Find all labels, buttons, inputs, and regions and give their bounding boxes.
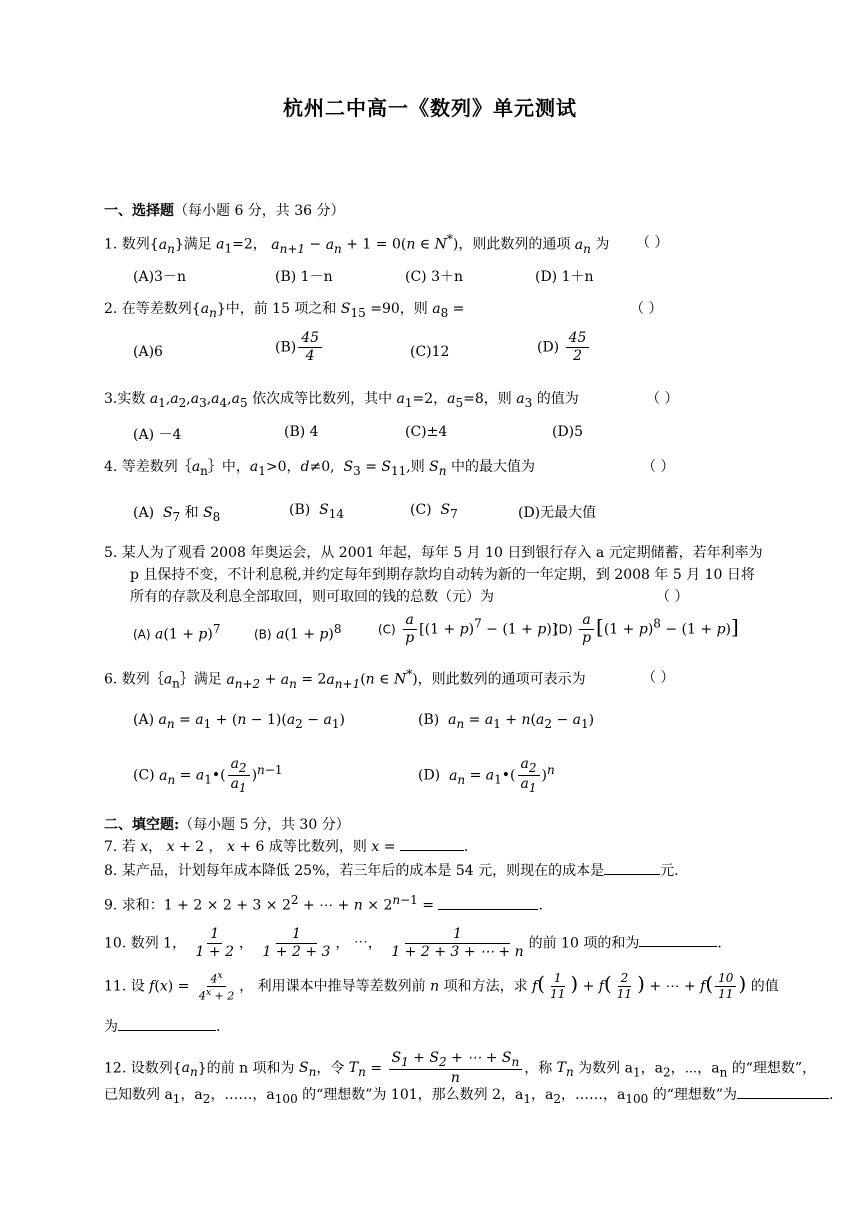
q1-option-d: (D) 1＋n bbox=[535, 269, 594, 285]
q3-option-b: (B) 4 bbox=[284, 424, 319, 440]
q4-option-a: (A) $S_7$ 和 $S_8$ bbox=[133, 505, 221, 524]
section-heading-choice bbox=[104, 200, 345, 220]
q1-option-b: (B) 1－n bbox=[275, 269, 333, 285]
q5-option-d: (D) $\frac{a}{p}$ $[(1 + p)^8 - (1 + p)]$ bbox=[554, 612, 739, 646]
q3-option-d: (D)5 bbox=[552, 424, 584, 440]
question-12-line-2: 已知数列 $a_1$，$a_2$，……，$a_{100}$ 的“理想数”为 101，那么数列 2，$a_1$，$a_2$，……，$a_{100}$ 的“理想数”为 . bbox=[104, 1087, 834, 1106]
q2-option-a: (A)6 bbox=[133, 344, 163, 360]
q2-option-b: (B) $\frac{45}{4}$ bbox=[275, 330, 324, 365]
section-1-note: （每小题 6 分，共 36 分） bbox=[174, 203, 345, 219]
q6-option-c: (C) $a_n$ = $a_1•$( $\frac{a_2}{a_1}$ )$^{n-1}$ bbox=[133, 756, 283, 795]
q5-option-b: (B) $a(1 + p)^8$ bbox=[254, 622, 342, 643]
q4-option-c: (C) $S_7$ bbox=[410, 502, 458, 521]
answer-bracket-1: （ ） bbox=[636, 235, 669, 251]
question-10: 10. 数列 1， $\frac{1}{1 + 2}$ ， $\frac{1}{1 + 2 + 3}$ ， ⋯， $\frac{1}{1 + 2 + 3 + \cdots + n}$ 的前 10 项的和为 . bbox=[104, 926, 722, 960]
section-2-heading: 二、填空题: bbox=[104, 817, 180, 833]
question-7: 7. 若 x， x + 2 ， x + 6 成等比数列，则 x = . bbox=[104, 839, 469, 855]
question-11-line-1: 11. 设 f(x) = $\frac{4^x}{4^x + 2}$ ， 利用课本中推导等差数列前 n 项和方法，求 f( $\frac{1}{11}$ ) + f( $\frac{2}{11}$ ) + ⋯ + f( $\frac{10}{11}$ ) 的值 bbox=[104, 970, 779, 1003]
q2-option-c: (C)12 bbox=[410, 344, 450, 360]
question-1: 1. 数列$\{a_n\}$满足 $a_1=2$， $a_{n+1} - a_n + 1 = 0(n$ ∈ N*)，则此数列的通项 $a_n$ 为 bbox=[104, 232, 610, 256]
section-2-note: （每小题 5 分，共 30 分） bbox=[179, 817, 350, 833]
question-8-unit: 元. bbox=[660, 863, 679, 879]
question-6: 6. 数列$\{a_n\}$满足 $a_{n+2} + a_n = 2a_{n+1}(n$ ∈ N*)，则此数列的通项可表示为 bbox=[104, 667, 586, 691]
q6-option-b: (B) $a_n = a_1 + n(a_2 - a_1)$ bbox=[418, 712, 595, 731]
page-title: 杭州二中高一《数列》单元测试 bbox=[283, 96, 577, 120]
answer-bracket-6: （ ） bbox=[642, 670, 675, 686]
question-8-text: 8. 某产品，计划每年成本降低 25%，若三年后的成本是 54 元，则现在的成本是 bbox=[104, 863, 605, 879]
q6-option-a: (A) $a_n = a_1 + (n - 1)(a_2 - a_1)$ bbox=[133, 712, 345, 731]
question-4: 4. 等差数列$\{a_n\}$中，$a_1>0$，d≠0, $S_3 = S_{11}$,则 $S_n$ 中的最大值为 bbox=[104, 459, 535, 478]
question-11-line-2: 为 . bbox=[104, 1019, 221, 1035]
question-2: 2. 在等差数列$\{a_n\}$中，前 15 项之和 $S_{15} =90$，则 $a_8$ = bbox=[104, 301, 465, 320]
q5-option-a: (A) $a(1 + p)^7$ bbox=[133, 622, 221, 643]
q6-option-d: (D) $a_n$ = $a_1•$( $\frac{a_2}{a_1}$ )$^n$ bbox=[418, 756, 555, 795]
q3-option-c: (C)±4 bbox=[405, 424, 448, 440]
answer-bracket-4: （ ） bbox=[642, 459, 675, 475]
q1-option-c: (C) 3＋n bbox=[405, 269, 464, 285]
question-8 bbox=[104, 860, 679, 880]
question-12-line-1: 12. 设数列$\{a_n\}$的前 n 项和为 $S_n$，令 $T_n$ = $\frac{S_1 + S_2 + \cdots + S_n}{n}$ ，称 $T_n$ 为数列 $a_1$，$a_2$，⋯，$a_n$ 的“理想数”， bbox=[104, 1050, 817, 1087]
question-9: 9. 求和：$1 + 2 \times 2 + 3 \times 2^2$ + ⋯ + $n \times 2^{n-1}$ = . bbox=[104, 893, 543, 914]
answer-bracket-3: （ ） bbox=[646, 391, 679, 407]
q4-option-b: (B) $S_{14}$ bbox=[289, 502, 344, 521]
question-5-line-2: p 且保持不变，不计利息税,并约定每年到期存款均自动转为新的一年定期，到 2008 年 5 月 10 日将 bbox=[130, 567, 755, 583]
question-5-line-1: 5. 某人为了观看 2008 年奥运会，从 2001 年起，每年 5 月 10 日到银行存入 a 元定期储蓄，若年利率为 bbox=[104, 545, 763, 561]
q4-option-d: (D)无最大值 bbox=[518, 505, 597, 521]
q3-option-a: (A) －4 bbox=[133, 427, 182, 443]
q2-option-d: (D) $\frac{45}{2}$ bbox=[537, 330, 591, 365]
q1-option-a: (A)3－n bbox=[133, 269, 186, 285]
answer-bracket-2: （ ） bbox=[630, 301, 663, 317]
answer-bracket-5: （ ） bbox=[656, 589, 689, 605]
question-3: 3.实数 $a_1,a_2,a_3,a_4,a_5$ 依次成等比数列，其中 $a_1=2$，$a_5=8$，则 $a_3$ 的值为 bbox=[104, 391, 579, 410]
section-1-heading: 一、选择题 bbox=[104, 203, 174, 219]
q5-option-c: (C) $\frac{a}{p}$ $[(1 + p)^7 - (1 + p)]$ bbox=[378, 612, 558, 646]
question-5-line-3: 所有的存款及利息全部取回，则可取回的钱的总数（元）为 bbox=[130, 589, 494, 605]
section-heading-fill bbox=[104, 814, 350, 834]
